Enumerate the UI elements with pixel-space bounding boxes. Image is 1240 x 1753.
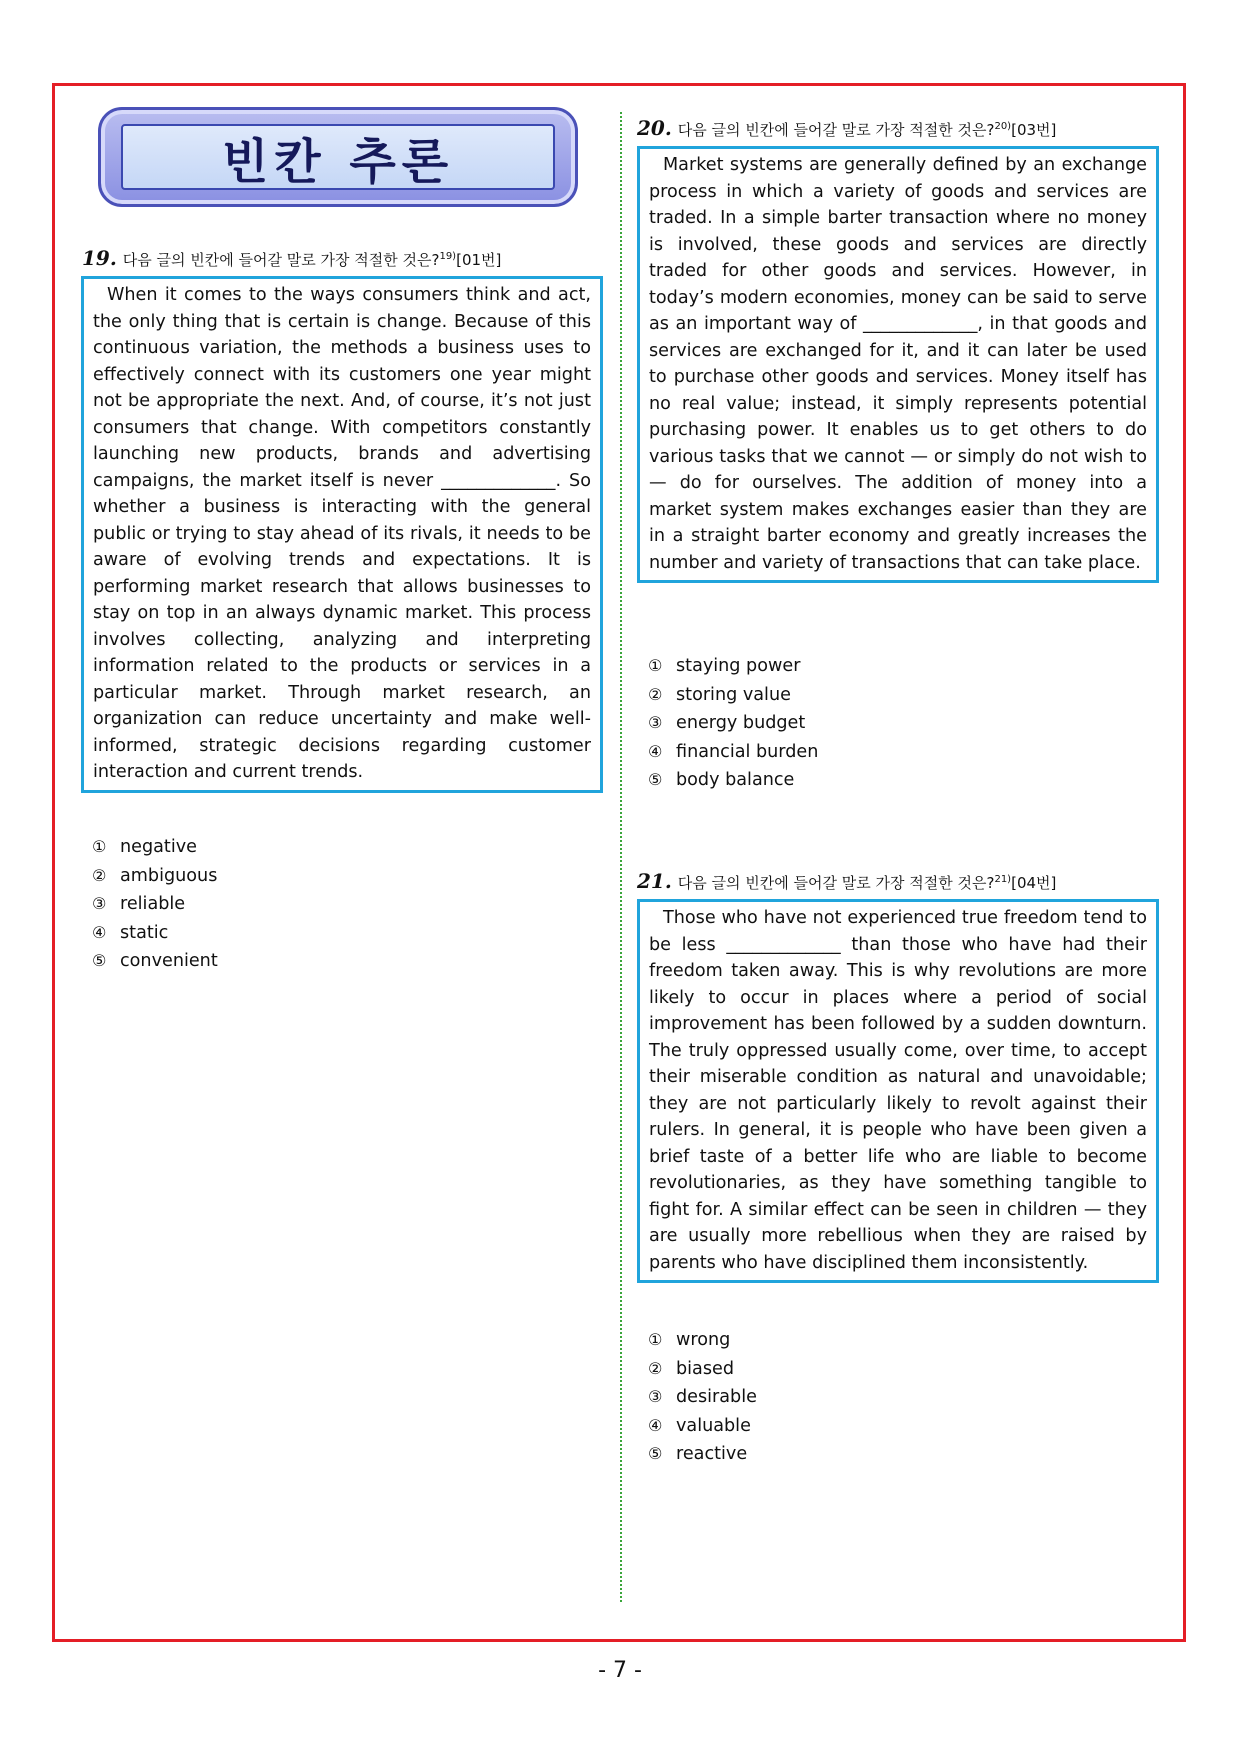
option-marker: ④ <box>92 922 107 942</box>
question-21-header <box>637 869 1056 893</box>
option-marker: ③ <box>648 1387 663 1406</box>
page-number: - 7 - <box>598 1658 642 1683</box>
option-2[interactable] <box>648 1355 757 1384</box>
option-2[interactable] <box>648 681 818 710</box>
option-5[interactable] <box>648 766 818 795</box>
option-1[interactable] <box>92 833 218 862</box>
option-marker: ① <box>92 837 107 856</box>
option-text: body balance <box>676 770 795 790</box>
option-text: static <box>120 922 169 943</box>
option-text: negative <box>120 837 197 857</box>
option-text: desirable <box>676 1387 757 1407</box>
option-text: ambiguous <box>120 865 218 886</box>
option-marker: ② <box>92 865 107 885</box>
question-number: 19. <box>82 246 117 270</box>
option-marker: ② <box>648 1358 663 1378</box>
option-text: convenient <box>120 951 218 971</box>
option-text: biased <box>676 1358 734 1379</box>
footnote-ref: 19) <box>439 251 457 262</box>
option-text: reactive <box>676 1444 748 1464</box>
question-prompt: 다음 글의 빈칸에 들어갈 말로 가장 적절한 것은? <box>677 874 995 892</box>
option-text: reliable <box>120 894 186 914</box>
section-title: 빈칸 추론 <box>221 133 455 190</box>
option-marker: ③ <box>648 713 663 732</box>
option-text: energy budget <box>676 713 806 733</box>
option-marker: ⑤ <box>648 770 663 789</box>
option-marker: ② <box>648 684 663 704</box>
question-number: 21. <box>637 869 672 893</box>
option-3[interactable] <box>648 709 818 738</box>
option-3[interactable] <box>648 1383 757 1412</box>
option-4[interactable] <box>648 1412 757 1441</box>
question-21-options <box>648 1326 757 1469</box>
source-ref: [03번] <box>1011 121 1057 139</box>
option-marker: ① <box>648 656 663 675</box>
option-text: valuable <box>676 1415 751 1436</box>
option-text: storing value <box>676 684 791 705</box>
option-marker: ① <box>648 1330 663 1349</box>
option-5[interactable] <box>92 947 218 976</box>
option-2[interactable] <box>92 862 218 891</box>
question-prompt: 다음 글의 빈칸에 들어갈 말로 가장 적절한 것은? <box>677 121 995 139</box>
source-ref: [04번] <box>1011 874 1057 892</box>
option-text: financial burden <box>676 741 819 762</box>
option-5[interactable] <box>648 1440 757 1469</box>
option-marker: ⑤ <box>92 951 107 970</box>
source-ref: [01번] <box>456 251 502 269</box>
question-20-options <box>648 652 818 795</box>
question-21-passage: Those who have not experienced true freedom tend to be less _____________ than those who have had their freedom taken away. This is why revolutions are more likely to occur in places where a period of social improvement has been followed by a sudden downturn. The truly oppressed usually come, over time, to accept their miserable condition as natural and unavoidable; they are not particularly likely to revolt against their rulers. In general, it is people who have been given a brief taste of a better life who are liable to become revolutionaries, as they have something tangible to fight for. A similar effect can be seen in children — they are usually more rebellious when they are raised by parents who have disciplined them inconsistently. <box>637 899 1159 1283</box>
question-20-header <box>637 116 1056 140</box>
option-marker: ④ <box>648 741 663 761</box>
question-19-header <box>82 246 501 270</box>
option-marker: ③ <box>92 894 107 913</box>
option-4[interactable] <box>92 919 218 948</box>
option-1[interactable] <box>648 652 818 681</box>
footnote-ref: 21) <box>994 874 1012 885</box>
column-divider <box>620 112 622 1602</box>
question-prompt: 다음 글의 빈칸에 들어갈 말로 가장 적절한 것은? <box>122 251 440 269</box>
question-number: 20. <box>637 116 672 140</box>
question-20-passage: Market systems are generally defined by an exchange process in which a variety of goods and services are traded. In a simple barter transaction where no money is involved, these goods and services are directly traded for other goods and services. However, in today’s modern economies, money can be said to serve as an important way of _____________, in that goods and services are exchanged for it, and it can later be used to purchase other goods and services. Money itself has no real value; instead, it simply represents potential purchasing power. It enables us to get others to do various tasks that we cannot — or simply do not wish to — do for ourselves. The addition of money into a market system makes exchanges easier than they are in a straight barter economy and greatly increases the number and variety of transactions that can take place. <box>637 146 1159 583</box>
footnote-ref: 20) <box>994 121 1012 132</box>
section-banner-inner <box>121 124 555 190</box>
option-3[interactable] <box>92 890 218 919</box>
section-banner <box>98 107 578 207</box>
option-marker: ④ <box>648 1415 663 1435</box>
option-text: wrong <box>676 1330 731 1350</box>
option-1[interactable] <box>648 1326 757 1355</box>
question-19-passage: When it comes to the ways consumers think and act, the only thing that is certain is change. Because of this continuous variation, the methods a business uses to effectively connect with its customers one year might not be appropriate the next. And, of course, it’s not just consumers that change. With competitors constantly launching new products, brands and advertising campaigns, the market itself is never _____________. So whether a business is interacting with the general public or trying to stay ahead of its rivals, it needs to be aware of evolving trends and expectations. It is performing market research that allows businesses to stay on top in an always dynamic market. This process involves collecting, analyzing and interpreting information related to the products or services in a particular market. Through market research, an organization can reduce uncertainty and make well-informed, strategic decisions regarding customer interaction and current trends. <box>81 276 603 793</box>
option-text: staying power <box>676 656 801 676</box>
option-marker: ⑤ <box>648 1444 663 1463</box>
option-4[interactable] <box>648 738 818 767</box>
question-19-options <box>92 833 218 976</box>
